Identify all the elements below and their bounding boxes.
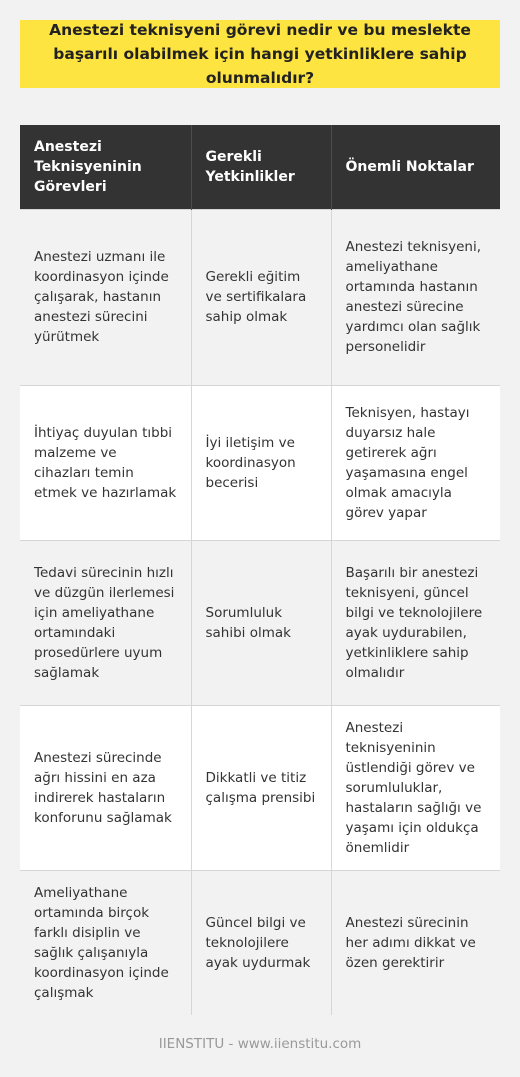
table-cell-note: Anestezi teknisyeninin üstlendiği görev ve sorumluluklar, hastaların sağlığı ve yaşamı için oldukça önemlidir [331, 705, 500, 870]
table-cell-duty: Ameliyathane ortamında birçok farklı disiplin ve sağlık çalışanıyla koordinasyon içinde çalışmak [20, 870, 191, 1015]
table-cell-note: Teknisyen, hastayı duyarsız hale getirerek ağrı yaşamasına engel olmak amacıyla görev yapar [331, 385, 500, 540]
column-header-notes: Önemli Noktalar [331, 125, 500, 209]
table-cell-competency: Güncel bilgi ve teknolojilere ayak uydurmak [191, 870, 331, 1015]
title-banner [20, 20, 500, 88]
table-cell-duty: Tedavi sürecinin hızlı ve düzgün ilerlemesi için ameliyathane ortamındaki prosedürlere uyum sağlamak [20, 540, 191, 705]
table-row [20, 540, 500, 705]
table-row [20, 870, 500, 1015]
table-cell-note: Anestezi teknisyeni, ameliyathane ortamında hastanın anestezi sürecine yardımcı olan sağlık personelidir [331, 209, 500, 385]
table-row [20, 385, 500, 540]
table-cell-competency: Dikkatli ve titiz çalışma prensibi [191, 705, 331, 870]
table-cell-duty: Anestezi uzmanı ile koordinasyon içinde çalışarak, hastanın anestezi sürecini yürütmek [20, 209, 191, 385]
table-cell-competency: Sorumluluk sahibi olmak [191, 540, 331, 705]
info-table [20, 125, 500, 1015]
footer-credit: IIENSTITU - www.iienstitu.com [158, 1036, 362, 1052]
table-cell-duty: İhtiyaç duyulan tıbbi malzeme ve cihazları temin etmek ve hazırlamak [20, 385, 191, 540]
table-cell-competency: İyi iletişim ve koordinasyon becerisi [191, 385, 331, 540]
column-header-competencies: Gerekli Yetkinlikler [191, 125, 331, 209]
page-title: Anestezi teknisyeni görevi nedir ve bu meslekte başarılı olabilmek için hangi yetkinliklere sahip olunmalıdır? [49, 21, 471, 87]
table-row [20, 209, 500, 385]
table-cell-competency: Gerekli eğitim ve sertifikalara sahip olmak [191, 209, 331, 385]
table-row [20, 705, 500, 870]
column-header-duties: Anestezi Teknisyeninin Görevleri [20, 125, 191, 209]
table-cell-duty: Anestezi sürecinde ağrı hissini en aza indirerek hastaların konforunu sağlamak [20, 705, 191, 870]
table-header-row [20, 125, 500, 209]
table-cell-note: Başarılı bir anestezi teknisyeni, güncel bilgi ve teknolojilere ayak uydurabilen, yetkinliklere sahip olmalıdır [331, 540, 500, 705]
table-cell-note: Anestezi sürecinin her adımı dikkat ve özen gerektirir [331, 870, 500, 1015]
